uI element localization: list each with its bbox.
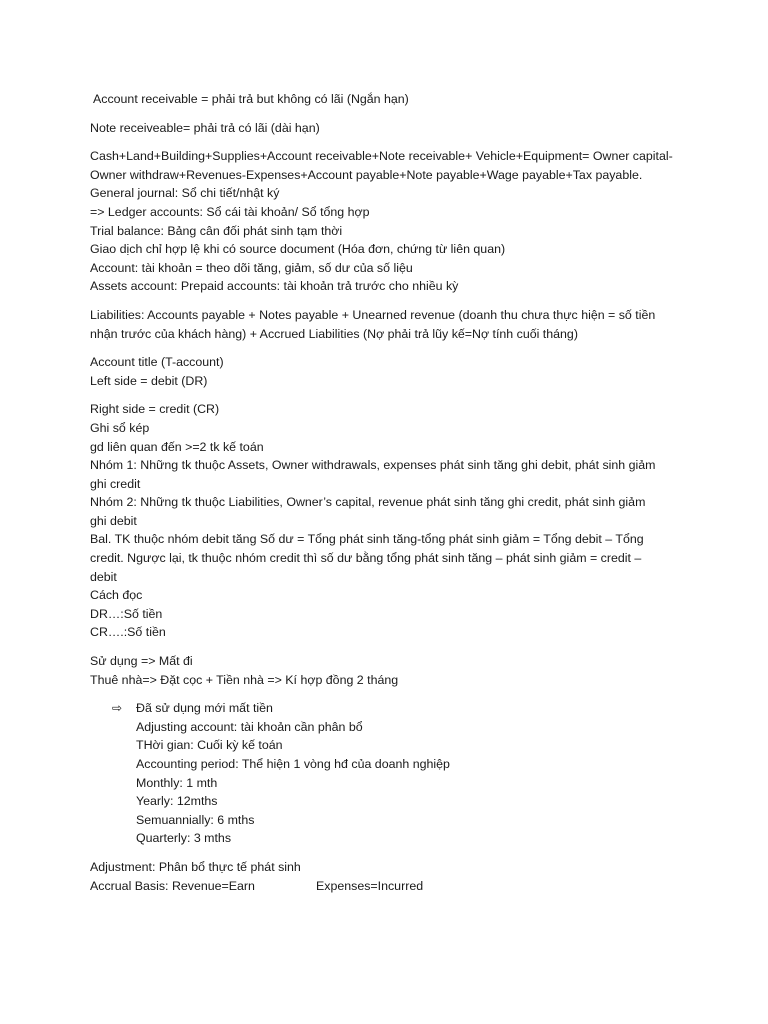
- accrual-basis-label: Accrual Basis: Revenue=Earn: [90, 878, 255, 893]
- text-line: Thuê nhà=> Đặt cọc + Tiền nhà => Kí hợp đồng 2 tháng: [90, 672, 399, 687]
- text-line: credit. Ngược lại, tk thuộc nhóm credit thì số dư bằng tổng phát sinh tăng – phát sinh giảm = credit –: [90, 551, 642, 566]
- text-line: Ghi sổ kép: [90, 420, 150, 435]
- document-page: [90, 90, 690, 895]
- text-line: Yearly: 12mths: [136, 794, 218, 809]
- text-line: Giao dịch chỉ hợp lệ khi có source document (Hóa đơn, chứng từ liên quan): [90, 242, 506, 257]
- text-line: [90, 877, 690, 896]
- text-line: Semuannially: 6 mths: [136, 812, 255, 827]
- text-line: Bal. TK thuộc nhóm debit tăng Số dư = Tổng phát sinh tăng-tổng phát sinh giảm = Tổng debit – Tổng: [90, 532, 644, 547]
- text-line: debit: [90, 569, 117, 584]
- text-line: Adjustment: Phân bổ thực tế phát sinh: [90, 859, 301, 874]
- text-line: Account: tài khoản = theo dõi tăng, giảm, số dư của số liệu: [90, 260, 413, 275]
- text-line: Cách đọc: [90, 588, 143, 603]
- bullet-text: Đã sử dụng mới mất tiền: [136, 701, 273, 716]
- text-line: Quarterly: 3 mths: [136, 831, 232, 846]
- text-line: Nhóm 1: Những tk thuộc Assets, Owner withdrawals, expenses phát sinh tăng ghi debit, phát sinh giảm: [90, 458, 656, 473]
- text-line: => Ledger accounts: Sổ cái tài khoản/ Sổ tổng hợp: [90, 204, 370, 219]
- bullet-item: [90, 699, 690, 718]
- text-line: Monthly: 1 mth: [136, 775, 218, 790]
- text-line: Right side = credit (CR): [90, 402, 220, 417]
- arrow-bullet-icon: ⇨: [112, 701, 123, 716]
- text-line: Owner withdraw+Revenues-Expenses+Account payable+Note payable+Wage payable+Tax payable.: [90, 167, 643, 182]
- text-line: Accounting period: Thể hiện 1 vòng hđ của doanh nghiệp: [136, 757, 450, 771]
- text-line: Adjusting account: tài khoản cần phân bổ: [136, 719, 363, 734]
- text-line: Account title (T-account): [90, 355, 224, 370]
- text-line: nhận trước của khách hàng) + Accrued Liabilities (Nợ phải trả lũy kế=Nợ tính cuối tháng): [90, 326, 578, 341]
- text-line: gd liên quan đến >=2 tk kế toán: [90, 439, 264, 454]
- text-line: Cash+Land+Building+Supplies+Account receivable+Note receivable+ Vehicle+Equipment= Owner capital-: [90, 149, 673, 164]
- text-line: Trial balance: Bảng cân đối phát sinh tạm thời: [90, 223, 343, 238]
- text-line: Account receivable = phải trả but không có lãi (Ngắn hạn): [93, 92, 409, 106]
- text-line: CR….:Số tiền: [90, 625, 166, 640]
- text-line: THời gian: Cuối kỳ kế toán: [136, 738, 283, 753]
- expenses-label: Expenses=Incurred: [316, 878, 424, 893]
- text-line: ghi debit: [90, 513, 137, 528]
- text-line: General journal: Sổ chi tiết/nhật ký: [90, 186, 280, 201]
- text-line: Assets account: Prepaid accounts: tài khoản trả trước cho nhiều kỳ: [90, 279, 459, 294]
- text-line: ghi credit: [90, 476, 141, 491]
- text-line: Note receiveable= phải trả có lãi (dài hạn): [90, 120, 320, 135]
- text-line: Sử dụng => Mất đi: [90, 654, 193, 669]
- text-line: Liabilities: Accounts payable + Notes payable + Unearned revenue (doanh thu chưa thực hiện = số tiền: [90, 307, 656, 322]
- text-line: DR…:Số tiền: [90, 606, 163, 621]
- text-line: Nhóm 2: Những tk thuộc Liabilities, Owner’s capital, revenue phát sinh tăng ghi credit, phát sinh giảm: [90, 495, 646, 510]
- text-line: Left side = debit (DR): [90, 373, 208, 388]
